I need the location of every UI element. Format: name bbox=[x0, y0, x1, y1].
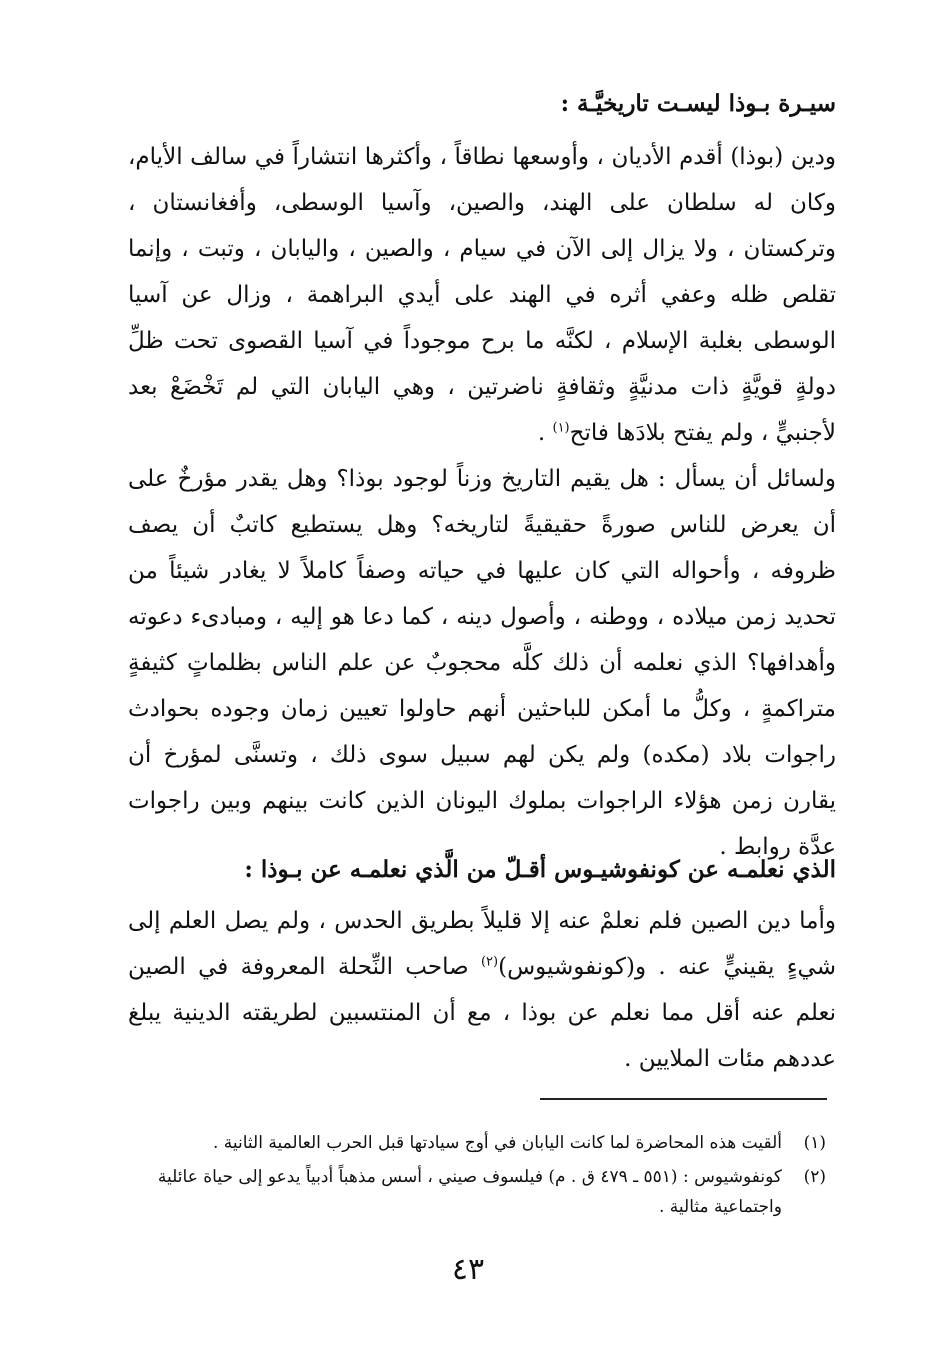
paragraph-text bbox=[128, 898, 836, 1082]
footnote-separator bbox=[540, 1098, 827, 1100]
footnote-1 bbox=[140, 1128, 826, 1158]
paragraph-text: ولسائل أن يسأل : هل يقيم التاريخ وزناً لوجود بوذا؟ وهل يقدر مؤرخٌ على أن يعرض للناس صورةً حقيقيةً لتاريخه؟ وهل يستطيع كاتبٌ أن يصف ظروفه ، وأحواله التي كان عليها في حياته وصفاً كاملاً لا يغادر شيئاً من تحديد زمن ميلاده ، ووطنه ، وأصول دينه ، كما دعا هو إليه ، ومبادىء دعوته وأهدافها؟ الذي نعلمه أن ذلك كلَّه محجوبٌ عن علم الناس بظلماتٍ كثيفةٍ متراكمةٍ ، وكلُّ ما أمكن للباحثين أنهم حاولوا تعيين زمان وجوده بحوادث راجوات بلاد (مكده) ولم يكن لهم سبيل سوى ذلك ، وتسنَّى لمؤرخ أن يقارن زمن هؤلاء الراجوات بملوك اليونان الذين كانت بينهم وبين راجوات عدَّة روابط . bbox=[128, 466, 836, 860]
paragraph-end: . bbox=[537, 420, 553, 446]
footnote-ref-1[interactable]: (١) bbox=[552, 420, 570, 436]
section-heading-confucius: الذي نعلمـه عن كونفوشيـوس أقـلّ من الَّذي نعلمـه عن بـوذا : bbox=[244, 856, 836, 883]
paragraph-body: وأما دين الصين فلم نعلمْ عنه إلا قليلاً بطريق الحدس ، ولم يصل العلم إلى شيءٍ يقينيٍّ عنه . و(كونفوشيوس) bbox=[128, 908, 836, 980]
paragraph-chinese-religion bbox=[128, 898, 836, 1082]
footnote-2 bbox=[140, 1162, 826, 1222]
section-heading-buddha: سيـرة بـوذا ليسـت تاريخيَّـة : bbox=[560, 90, 836, 117]
paragraph-history-question bbox=[128, 456, 836, 870]
paragraph-text bbox=[128, 134, 836, 456]
paragraph-body: ودين (بوذا) أقدم الأديان ، وأوسعها نطاقاً ، وأكثرها انتشاراً في سالف الأيام، وكان له سلطان على الهند، والصين، وآسيا الوسطى، وأفغانستان ، وتركستان ، ولا يزال إلى الآن في سيام ، والصين ، واليابان ، وتبت ، وإنما تقلص ظله وعفي أثره في الهند على أيدي البراهمة ، وزال عن آسيا الوسطى بغلبة الإسلام ، لكنَّه ما برح موجوداً في آسيا القصوى تحت ظلِّ دولةٍ قويَّةٍ ذات مدنيَّةٍ وثقافةٍ ناضرتين ، وهي اليابان التي لم تَخْضَعْ بعد لأجنبيٍّ ، ولم يفتح بلادَها فاتح bbox=[128, 144, 836, 446]
paragraph-buddhism-spread bbox=[128, 134, 836, 456]
page-number: ٤٣ bbox=[451, 1252, 485, 1287]
footnote-text: ألقيت هذه المحاضرة لما كانت اليابان في أوج سيادتها قبل الحرب العالمية الثانية . bbox=[212, 1133, 782, 1153]
footnote-text: كونفوشيوس : (٥٥١ ـ ٤٧٩ ق . م) فيلسوف صيني ، أسس مذهباً أدبياً يدعو إلى حياة عائلية واجتماعية مثالية . bbox=[157, 1167, 782, 1217]
footnotes bbox=[140, 1128, 826, 1226]
paragraph-rest: صاحب النِّحلة المعروفة في الصين نعلم عنه أقل مما نعلم عن بوذا ، مع أن المنتسبين لطريقته الدينية يبلغ عددهم مئات الملايين . bbox=[128, 954, 836, 1072]
footnote-ref-2[interactable]: (٢) bbox=[480, 954, 499, 970]
footnote-number: (٢) bbox=[803, 1167, 826, 1187]
footnote-number: (١) bbox=[803, 1133, 826, 1153]
